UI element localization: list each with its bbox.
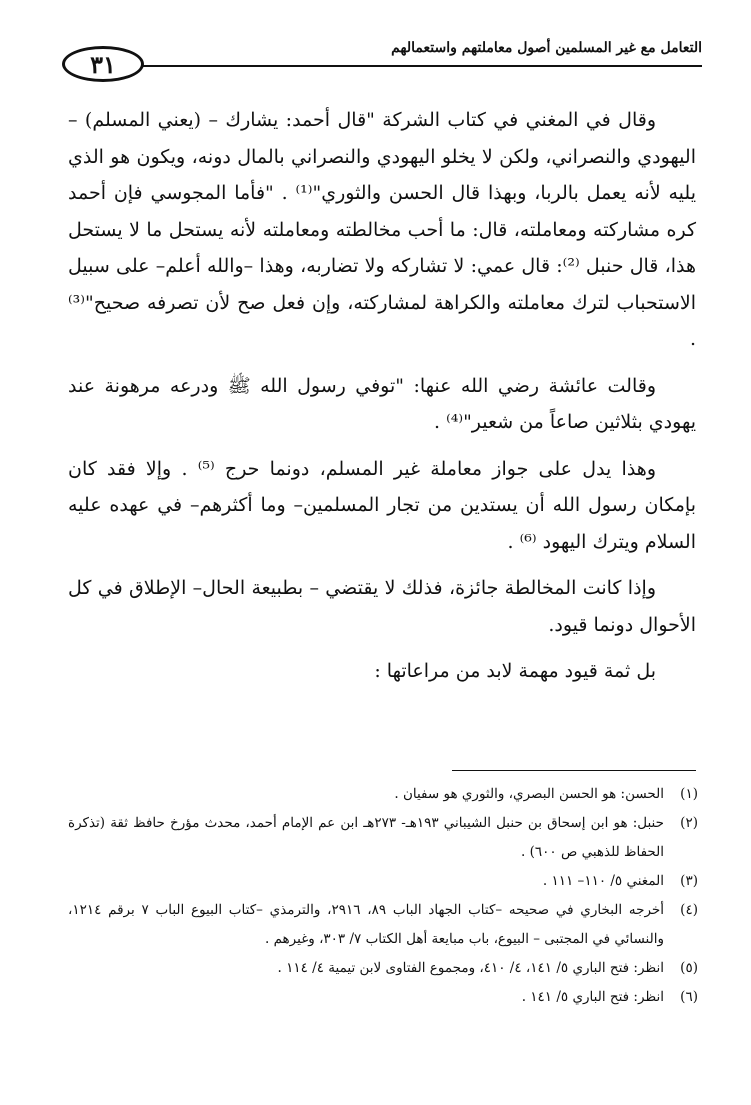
footnote-number: (١)	[680, 786, 698, 802]
footnote-separator	[452, 770, 696, 771]
footnotes	[68, 780, 698, 1012]
paragraph: وإذا كانت المخالطة جائزة، فذلك لا يقتضي – بطبيعة الحال– الإطلاق في كل الأحوال دونما قيود.	[68, 577, 696, 636]
paragraph: وهذا يدل على جواز معاملة غير المسلم، دونما حرج ⁽⁵⁾ . وإلا فقد كان بإمكان رسول الله أن يستدين من تجار المسلمين– وما أكثرهم– في عهده عليه السلام ويترك اليهود ⁽⁶⁾ .	[68, 457, 696, 553]
footnote-text: انظر: فتح الباري ٥/ ١٤١ .	[521, 989, 664, 1005]
footnote-text: حنبل: هو ابن إسحاق بن حنبل الشيباني ١٩٣هـ- ٢٧٣هـ ابن عم الإمام أحمد، محدث مؤرخ حافظ ثقة (تذكرة الحفاظ للذهبي ص ٦٠٠) .	[68, 815, 664, 860]
footnote-number: (٤)	[680, 902, 698, 918]
footnote-number: (٢)	[680, 815, 698, 831]
footnote-text: المغني ٥/ ١١٠– ١١١ .	[542, 873, 664, 889]
footnote-number: (٥)	[680, 960, 698, 976]
main-text	[68, 102, 696, 690]
footnote-text: انظر: فتح الباري ٥/ ١٤١، ٤/ ٤١٠، ومجموع الفتاوى لابن تيمية ٤/ ١١٤ .	[277, 960, 664, 976]
running-title: التعامل مع غير المسلمين أصول معاملتهم واستعمالهم	[391, 40, 702, 56]
header-rule	[142, 65, 702, 67]
paragraph: بل ثمة قيود مهمة لابد من مراعاتها :	[374, 660, 656, 682]
running-header	[62, 38, 702, 96]
footnote	[68, 780, 698, 809]
paragraph: وقال في المغني في كتاب الشركة "قال أحمد: يشارك – (يعني المسلم) – اليهودي والنصراني، ولكن لا يخلو اليهودي والنصراني بالمال دونه، ويكون هو الذي يليه لأنه يعمل بالربا، وبهذا قال الحسن والثوري"⁽¹⁾ . "فأما المجوسي فإن أحمد كره مشاركته ومعاملته، قال: ما أحب مخالطته ومعاملته لأنه يستحل ما لا يستحل هذا، قال حنبل ⁽²⁾: قال عمي: لا تشاركه ولا تضاربه، وهذا –والله أعلم– على سبيل الاستحباب لترك معاملته والكراهة لمشاركته، وإن فعل صح لأن تصرفه صحيح"⁽³⁾ .	[68, 109, 697, 350]
footnote-number: (٣)	[680, 873, 698, 889]
footnote	[68, 809, 698, 867]
footnote	[68, 867, 698, 896]
footnote-number: (٦)	[680, 989, 698, 1005]
footnote-text: أخرجه البخاري في صحيحه –كتاب الجهاد الباب ٨٩، ٢٩١٦، والترمذي –كتاب البيوع الباب ٧ برقم ١٢١٤، والنسائي في المجتبى – البيوع، باب مبايعة أهل الكتاب ٧/ ٣٠٣، وغيرهم .	[68, 902, 664, 947]
footnote	[68, 896, 698, 954]
footnote-text: الحسن: هو الحسن البصري، والثوري هو سفيان .	[394, 786, 664, 802]
footnote	[68, 954, 698, 983]
page-number: ٣١	[62, 46, 144, 82]
footnote	[68, 983, 698, 1012]
paragraph: وقالت عائشة رضي الله عنها: "توفي رسول الله ﷺ ودرعه مرهونة عند يهودي بثلاثين صاعاً من شعير"⁽⁴⁾ .	[68, 374, 696, 433]
